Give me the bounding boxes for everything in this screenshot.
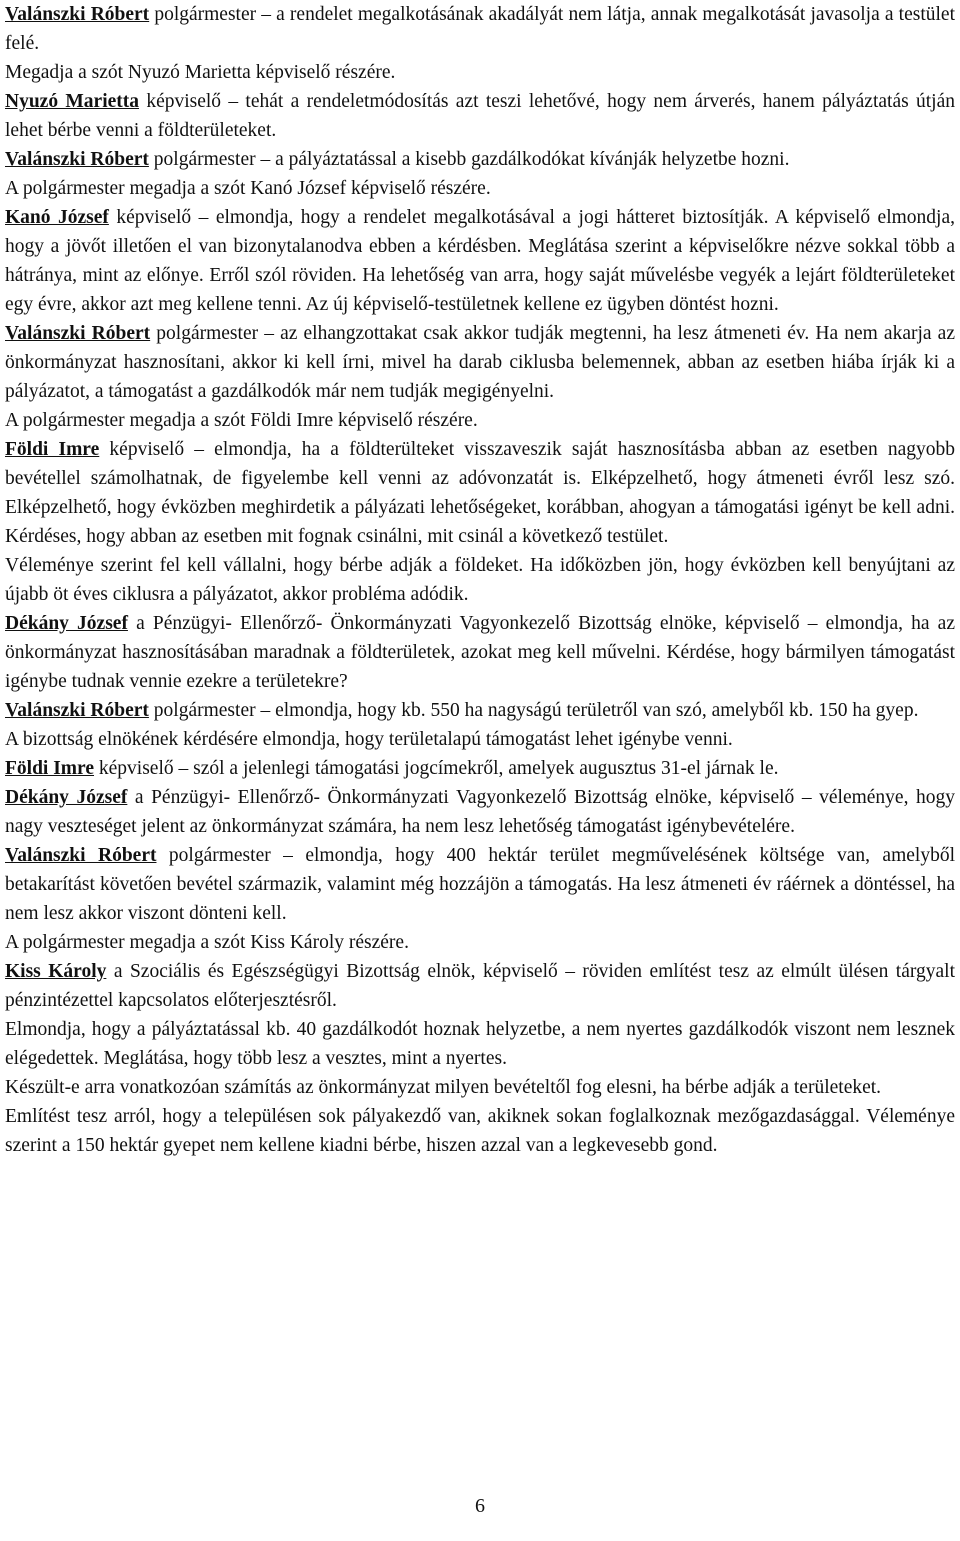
paragraph [5,696,955,725]
paragraph-text: képviselő – elmondja, hogy a rendelet megalkotásával a jogi hátteret biztosítják. A képviselő elmondja, hogy a jövőt illetően el van bizonytalanodva ebben a kérdésben. Meglátása szerint a képviselőkre nézve sokkal több a hátránya, mint az előnye. Erről szól röviden. Ha lehetőség van arra, hogy saját művelésbe vegyék a lejárt földterületeket egy évre, akkor azt meg kellene tenni. Az új képviselő-testületnek kellene ez ügyben döntést hozni. [5,207,955,315]
paragraph [5,174,955,203]
paragraph [5,928,955,957]
paragraph [5,319,955,406]
speaker-name: Földi Imre [5,758,95,779]
paragraph-text: képviselő – szól a jelenlegi támogatási jogcímekről, amelyek augusztus 31-el járnak le. [94,758,779,779]
paragraph-text: polgármester – az elhangzottakat csak akkor tudják megtenni, ha lesz átmeneti év. Ha nem akarja az önkormányzat hasznosítani, akkor ki kell írni, mivel ha darab ciklusba belemennek, abban az esetben hiába írják ki a pályázatot, a támogatást a gazdálkodók már nem tudják megigényelni. [5,323,955,402]
paragraph-text: polgármester – a pályáztatással a kisebb gazdálkodókat kívánják helyzetbe hozni. [148,149,790,170]
paragraph [5,551,955,609]
paragraph [5,435,955,551]
paragraph [5,0,955,58]
paragraph-text: Említést tesz arról, hogy a településen sok pályakezdő van, akiknek sokan foglalkoznak mezőgazdasággal. Véleménye szerint a 150 hektár gyepet nem kellene kiadni bérbe, hiszen azzal van a legkevesebb gond. [5,1106,955,1156]
paragraph [5,145,955,174]
paragraph-text: polgármester – elmondja, hogy kb. 550 ha nagyságú területről van szó, amelyből kb. 150 ha gyep. [148,700,919,721]
paragraph-text: Megadja a szót Nyuzó Marietta képviselő részére. [5,62,396,83]
paragraph-text: A polgármester megadja a szót Kiss Károly részére. [5,932,409,953]
speaker-name: Dékány József [5,787,128,808]
paragraph-text: képviselő – tehát a rendeletmódosítás azt teszi lehetővé, hogy nem árverés, hanem pályáztatás útján lehet bérbe venni a földterületeket. [5,91,955,141]
paragraph [5,957,955,1015]
paragraph-text: a Pénzügyi- Ellenőrző- Önkormányzati Vagyonkezelő Bizottság elnöke, képviselő – véleménye, hogy nagy veszteséget jelent az önkormányzat számára, ha nem lesz lehetőség támogatást igénybevételére. [5,787,955,837]
paragraph-text: A polgármester megadja a szót Kanó József képviselő részére. [5,178,491,199]
speaker-name: Nyuzó Marietta [5,91,140,112]
paragraph [5,58,955,87]
paragraph-text: A bizottság elnökének kérdésére elmondja, hogy területalapú támogatást lehet igénybe venni. [5,729,733,750]
paragraph-text: Készült-e arra vonatkozóan számítás az önkormányzat milyen bevételtől fog elesni, ha bérbe adják a területeket. [5,1077,882,1098]
paragraph [5,203,955,319]
paragraph [5,609,955,696]
paragraph-text: a Szociális és Egészségügyi Bizottság elnök, képviselő – röviden említést tesz az elmúlt ülésen tárgyalt pénzintézettel kapcsolatos előterjesztésről. [5,961,956,1011]
paragraph-text: képviselő – elmondja, ha a földterülteket visszaveszik saját hasznosításba abban az esetben nagyobb bevétellel számolhatnak, de figyelembe kell venni az adóvonzatát is. Elképzelhető, hogy átmeneti évről lesz szó. Elképzelhető, hogy évközben meghirdetik a pályázati lehetőségeket, korábban, ahogyan a támogatási igényt be kell adni. Kérdéses, hogy abban az esetben mit fognak csinálni, mit csinál a következő testület. [5,439,955,547]
paragraph [5,87,955,145]
paragraph [5,841,955,928]
paragraph [5,406,955,435]
paragraph [5,783,955,841]
speaker-name: Valánszki Róbert [5,323,151,344]
paragraph-text: a Pénzügyi- Ellenőrző- Önkormányzati Vagyonkezelő Bizottság elnöke, képviselő – elmondja, ha az önkormányzat hasznosításában maradnak a földterületek, azokat meg kell művelni. Kérdése, hogy bármilyen támogatást igénybe tudnak vennie ezekre a területekre? [5,613,955,692]
paragraph [5,725,955,754]
paragraph-text: polgármester – a rendelet megalkotásának akadályát nem látja, annak megalkotását javasolja a testület felé. [5,4,955,54]
paragraph-text: A polgármester megadja a szót Földi Imre képviselő részére. [5,410,478,431]
paragraph-text: Véleménye szerint fel kell vállalni, hogy bérbe adják a földeket. Ha időközben jön, hogy évközben kell benyújtani az újabb öt éves ciklusra a pályázatot, akkor probléma adódik. [5,555,955,605]
paragraph [5,754,955,783]
document-body [5,0,955,1160]
speaker-name: Kanó József [5,207,109,228]
paragraph-text: Elmondja, hogy a pályáztatással kb. 40 gazdálkodót hoznak helyzetbe, a nem nyertes gazdálkodók viszont nem lesznek elégedettek. Meglátása, hogy több lesz a vesztes, mint a nyertes. [5,1019,955,1069]
paragraph [5,1015,955,1073]
speaker-name: Valánszki Róbert [5,845,157,866]
page-number: 6 [475,1495,485,1517]
paragraph-text: polgármester – elmondja, hogy 400 hektár terület megművelésének költsége van, amelyből betakarítást követően bevétel származik, valamint még hozzájön a támogatás. Ha lesz átmeneti év ráérnek a döntéssel, ha nem lesz akkor viszont dönteni kell. [5,845,955,924]
paragraph [5,1073,955,1102]
speaker-name: Valánszki Róbert [5,700,149,721]
paragraph [5,1102,955,1160]
speaker-name: Földi Imre [5,439,100,460]
speaker-name: Kiss Károly [5,961,107,982]
speaker-name: Dékány József [5,613,128,634]
speaker-name: Valánszki Róbert [5,4,150,25]
speaker-name: Valánszki Róbert [5,149,149,170]
